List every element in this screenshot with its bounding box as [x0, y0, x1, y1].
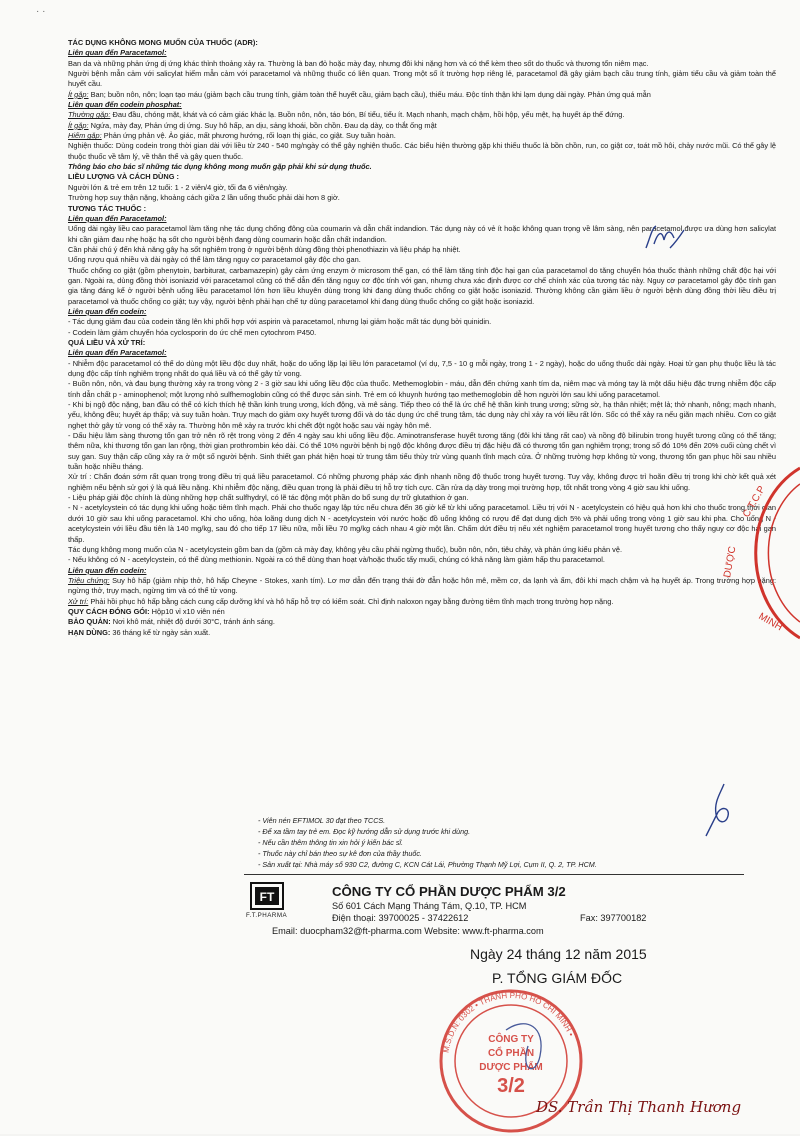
note-line: - Để xa tầm tay trẻ em. Đọc kỹ hướng dẫn sử dụng trước khi dùng. — [258, 827, 471, 836]
paragraph-label: Hiếm gặp: — [68, 131, 102, 141]
paragraph: - Codein làm giảm chuyển hóa cyclosporin do ức chế men cytochrom P450. — [68, 327, 317, 337]
paragraph: - Dấu hiệu lâm sàng thương tổn gan trở nên rõ rệt trong vòng 2 đến 4 ngày sau khi uống liều độc. Aminotransferase huyết tương tăng (đôi khi tăng rất cao) và nồng độ bilirubin trong huyết tương cũng có thể tăng; thêm nữa, khi thương tổn gan lan rộng, thời gian prothrombin kéo dài. Có thể 10% người bệnh bị ngộ độc không được điều trị đặc hiệu đã có thương tổn gan nghiêm trọng; trong số đó 10% đến 20% cuối cùng chết vì suy gan. Suy thận cấp cũng xảy ra ở một số người bệnh. Sinh thiết gan phát hiện hoại tử trung tâm tiểu thùy trừ vùng quanh tĩnh mạch cửa. Ở những trường hợp không tử vong, thương tổn gan phục hồi sau nhiều tuần hoặc nhiều tháng. — [68, 431, 776, 472]
initials-mark — [640, 218, 690, 258]
paragraph: Xử trí : Chẩn đoán sớm rất quan trọng trong điều trị quá liều paracetamol. Có những phương pháp xác định nhanh nồng độ thuốc trong huyết tương. Tuy vậy, không được trì hoãn điều trị trong khi chờ kết quả xét nghiệm nếu bệnh sử gợi ý là quá liều nặng. Khi nhiễm độc nặng, điều quan trọng là phải điều trị hỗ trợ tích cực. Cần rửa dạ dày trong mọi trường hợp, tốt nhất trong vòng 4 giờ sau khi uống. — [68, 472, 776, 492]
paragraph-text: Phải hồi phục hô hấp bằng cách cung cấp dưỡng khí và hô hấp hỗ trợ có kiểm soát. Chỉ định naloxon ngay bằng đường tiêm tĩnh mạch trong trường hợp nặng. — [88, 596, 614, 606]
note-line: - Nếu cần thêm thông tin xin hỏi ý kiến bác sĩ. — [258, 838, 404, 847]
labeled-paragraph — [68, 121, 776, 131]
company-name: CÔNG TY CỔ PHẦN DƯỢC PHẨM 3/2 — [332, 884, 566, 899]
paragraph: - Nhiễm độc paracetamol có thể do dùng một liều độc duy nhất, hoặc do uống lặp lại liều lớn paracetamol (ví dụ, 7,5 - 10 g mỗi ngày, trong 1 - 2 ngày), hoặc do uống thuốc dài ngày. Hoại tử gan phụ thuộc liều là tác dụng độc cấp tính nghiêm trọng nhất do quá liều và có thể gây tử vong. — [68, 358, 776, 378]
labeled-paragraph — [68, 576, 776, 597]
labeled-paragraph — [68, 607, 776, 617]
paragraph: - Tác dụng giảm đau của codein tăng lên khi phối hợp với aspirin và paracetamol, nhưng lại giảm hoặc mất tác dụng bởi quinidin. — [68, 317, 492, 327]
company-address: Số 601 Cách Mạng Tháng Tám, Q.10, TP. HCM — [332, 901, 527, 911]
notice-text: Thông báo cho bác sĩ những tác dụng không mong muốn gặp phải khi sử dụng thuốc. — [68, 162, 372, 172]
labeled-paragraph — [68, 617, 776, 627]
ft-pharma-logo-icon — [250, 882, 284, 910]
paragraph: Trường hợp suy thận nặng, khoảng cách giữa 2 lần uống thuốc phải dài hơn 8 giờ. — [68, 193, 340, 203]
partial-stamp-right — [718, 458, 800, 648]
logo-caption: F.T.PHARMA — [246, 912, 288, 919]
paragraph: Người lớn & trẻ em trên 12 tuổi: 1 - 2 viên/4 giờ, tối đa 6 viên/ngày. — [68, 182, 288, 192]
paragraph-text: Suy hô hấp (giảm nhịp thở, hô hấp Cheyne - Stokes, xanh tím). Lơ mơ dẫn đến trạng thái đờ đẫn hoặc hôn mê, mềm cơ, da lạnh và ẩm, đôi khi mạch chậm và hạ huyết áp. Trong trường hợp nặng: ngừng thở, trụy mạch, ngừng tim và có thể tử vong. — [68, 575, 777, 596]
subsection-heading: Liên quan đến codein: — [68, 565, 147, 575]
labeled-paragraph — [68, 628, 776, 638]
section-heading: TÁC DỤNG KHÔNG MONG MUỐN CỦA THUỐC (ADR): — [68, 38, 258, 47]
paragraph-text: Ban; buồn nôn, nôn; loạn tạo máu (giảm bạch cầu trung tính, giảm toàn thể huyết cầu, giảm bạch cầu), thiếu máu. Độc tính thận khi lạm dụng dài ngày. Phản ứng quá mẫn — [88, 89, 651, 99]
paragraph-label: Thường gặp: — [68, 110, 111, 120]
labeled-paragraph — [68, 131, 776, 141]
svg-text:DƯỢC PHẨM: DƯỢC PHẨM — [479, 1062, 543, 1073]
svg-text:M.S.D.N: 0302 • THÀNH PHỐ HỒ C: M.S.D.N: 0302 • THÀNH PHỐ HỒ CHÍ MINH • — [441, 990, 576, 1054]
signatory-name: DS. Trần Thị Thanh Hương — [536, 1098, 742, 1116]
svg-text:FT: FT — [259, 890, 275, 904]
paragraph: - Khi bị ngộ độc nặng, ban đầu có thể có kích thích hệ thần kinh trung ương, kích động, và mê sảng. Tiếp theo có thể là ức chế hệ thần kinh trung ương; sững sờ, hạ thân nhiệt; mệt lả; thở nhanh, nông; mạch nhanh, yếu, không đều; huyết áp thấp; và suy tuần hoàn. Trụy mạch do giảm oxy huyết tương đối và do tác dụng ức chế trung tâm, tác dụng này chỉ xảy ra với liều rất lớn. Sốc có thể xảy ra nếu giãn mạch nhiều. Cơn co giật nghẹt thở gây tử vong có thể xảy ra. Thường hôn mê xảy ra trước khi chết đột ngột hoặc sau vài ngày hôn mê. — [68, 400, 776, 430]
section-heading: LIỀU LƯỢNG VÀ CÁCH DÙNG : — [68, 172, 179, 182]
paragraph: - Buồn nôn, nôn, và đau bụng thường xảy ra trong vòng 2 - 3 giờ sau khi uống liều độc của thuốc. Methemoglobin - máu, dẫn đến chứng xanh tím da, niêm mạc và móng tay là một dấu hiệu đặc trưng nhiễm độc cấp tính dẫn chất p - aminophenol; một lượng nhỏ sulfhemoglobin cũng có thể được sản sinh. Trẻ em có khuynh hướng tạo methemoglobin dễ hơn người lớn sau khi uống paracetamol. — [68, 379, 776, 399]
paragraph-label: Xử trí: — [68, 596, 89, 606]
note-line: - Thuốc này chỉ bán theo sự kê đơn của thầy thuốc. — [258, 849, 422, 858]
paragraph-text: Ngứa, mày đay, Phản ứng dị ứng. Suy hô hấp, an dịu, sảng khoái, bồn chồn. Đau dạ dày, co thắt ống mật — [88, 120, 437, 130]
labeled-paragraph — [68, 597, 776, 607]
paragraph: Uống dài ngày liều cao paracetamol làm tăng nhẹ tác dụng chống đông của coumarin và dẫn chất indandion. Tác dụng này có vẻ ít hoặc không quan trọng về lâm sàng, nên paracetamol được ưa dùng hơn salicylat khi cần giảm đau nhẹ hoặc hạ sốt cho người bệnh đang dùng coumarin hoặc dẫn chất indandion. — [68, 224, 776, 244]
paragraph-label: QUY CÁCH ĐÓNG GÓI: — [68, 606, 150, 616]
company-email-website: Email: duocpham32@ft-pharma.com Website: www.ft-pharma.com — [272, 926, 544, 936]
paragraph-label: Triệu chứng: — [68, 575, 110, 585]
note-line: - Viên nén EFTIMOL 30 đạt theo TCCS. — [258, 816, 386, 825]
paragraph-text: Hộp10 vỉ x10 viên nén — [149, 606, 225, 616]
paragraph: Uống rượu quá nhiều và dài ngày có thể làm tăng nguy cơ paracetamol gây độc cho gan. — [68, 255, 361, 265]
svg-text:CÔNG TY: CÔNG TY — [488, 1034, 534, 1045]
company-fax: Fax: 397700182 — [580, 913, 647, 923]
svg-text:DƯỢC: DƯỢC — [722, 545, 739, 579]
paragraph-text: Nơi khô mát, nhiệt độ dưới 30°C, tránh ánh sáng. — [110, 617, 275, 627]
paragraph-label: BẢO QUẢN: — [68, 617, 111, 627]
paragraph-text: Phản ứng phản vệ. Ảo giác, mất phương hướng, rối loạn thị giác, co giật. Suy tuần hoàn. — [101, 131, 396, 141]
notes-block — [258, 815, 638, 870]
paragraph: Người bệnh mẫn cảm với salicylat hiếm mẫn cảm với paracetamol và những thuốc có liên quan. Trong một số ít trường hợp riêng lẻ, paracetamol đã gây giảm bạch cầu trung tính, giảm tiểu cầu và giảm toàn thể huyết cầu. — [68, 69, 776, 89]
subsection-heading: Liên quan đến codein: — [68, 306, 147, 316]
paragraph-label: Ít gặp: — [68, 89, 89, 99]
paragraph: Ban da và những phản ứng dị ứng khác thỉnh thoảng xảy ra. Thường là ban đỏ hoặc mày đay, nhưng đôi khi nặng hơn và có thể kèm theo sốt do thuốc và thương tổn niêm mạc. — [68, 58, 649, 68]
subsection-heading: Liên quan đến codein phosphat: — [68, 100, 182, 110]
footer-divider — [244, 874, 744, 875]
paragraph: - N - acetylcystein có tác dụng khi uống hoặc tiêm tĩnh mạch. Phải cho thuốc ngay lập tức nếu chưa đến 36 giờ kể từ khi uống paracetamol. Liều trị với N - acetylcystein có hiệu quả hơn khi cho thuốc trong thời gian dưới 10 giờ sau khi uống paracetamol. Khi cho uống, hòa loãng dung dịch N - acetylcystein với nước hoặc đồ uống không có rượu để đạt dung dịch 5% và phải uống trong vòng 1 giờ sau khi pha. Cho uống N - acetylcystein với liều đầu tiên là 140 mg/kg, sau đó cho tiếp 17 liều nữa, mỗi liều 70 mg/kg cách nhau 4 giờ một lần. Chấm dứt điều trị nếu xét nghiệm paracetamol trong huyết tương cho thấy nguy cơ độc hại gan thấp. — [68, 503, 776, 544]
paragraph: Tác dụng không mong muốn của N - acetylcystein gồm ban da (gồm cả mày đay, không yêu cầu phải ngừng thuốc), buồn nôn, nôn, tiêu chảy, và phản ứng kiểu phản vệ. — [68, 544, 622, 554]
subsection-heading: Liên quan đến Paracetamol: — [68, 213, 167, 223]
labeled-paragraph — [68, 110, 776, 120]
svg-text:C.T.C.P: C.T.C.P — [741, 484, 768, 520]
svg-text:3/2: 3/2 — [497, 1075, 525, 1097]
signature-role: P. TỔNG GIÁM ĐỐC — [492, 970, 623, 986]
svg-text:CỔ PHẦN: CỔ PHẦN — [487, 1048, 535, 1059]
handwritten-mark — [700, 780, 740, 840]
labeled-paragraph — [68, 90, 776, 100]
paragraph: Nghiện thuốc: Dùng codein trong thời gian dài với liều từ 240 - 540 mg/ngày có thể gây nghiện thuốc. Các biểu hiện thường gặp khi thiếu thuốc là bồn chồn, run, co giật cơ, toát mồ hôi, chảy nước mũi. Có thể gây lệ thuộc thuốc về tâm lý, về thân thể và gây quen thuốc. — [68, 141, 776, 161]
subsection-heading: Liên quan đến Paracetamol: — [68, 48, 167, 58]
paragraph: Cần phải chú ý đến khả năng gây hạ sốt nghiêm trọng ở người bệnh dùng đồng thời phenothiazin và liệu pháp hạ nhiệt. — [68, 244, 461, 254]
paragraph: - Liệu pháp giải độc chính là dùng những hợp chất sulfhydryl, có lẽ tác động một phần do bổ sung dự trữ glutathion ở gan. — [68, 493, 469, 503]
section-heading: QUÁ LIỀU VÀ XỬ TRÍ: — [68, 337, 146, 347]
svg-text:MINH: MINH — [756, 611, 785, 634]
corner-mark: · · — [36, 6, 46, 17]
subsection-heading: Liên quan đến Paracetamol: — [68, 348, 167, 358]
paragraph: - Nếu không có N - acetylcystein, có thể dùng methionin. Ngoài ra có thể dùng than hoạt và/hoặc thuốc tẩy muối, chúng có khả năng làm giảm hấp thu paracetamol. — [68, 555, 605, 565]
company-phone: Điện thoại: 39700025 - 37422612 — [332, 913, 469, 923]
paragraph-label: Ít gặp: — [68, 120, 89, 130]
paragraph: Thuốc chống co giật (gồm phenytoin, barbiturat, carbamazepin) gây cảm ứng enzym ở microsom thể gan, có thể làm tăng tính độc hại gan của paracetamol do tăng chuyển hóa thuốc thành những chất độc hại với gan. Ngoài ra, dùng đồng thời isoniazid với paracetamol cũng có thể dẫn đến tăng nguy cơ độc tính với gan, nhưng chưa xác định được cơ chế chính xác của tương tác này. Nguy cơ paracetamol gây độc tính gan gia tăng đáng kể ở người bệnh uống liều paracetamol lớn hơn liều khuyên dùng trong khi đang dùng thuốc chống co giật hoặc isoniazid. Thường không cần giảm liều ở người bệnh dùng đồng thời liều điều trị paracetamol và thuốc chống co giật; tuy vậy, người bệnh phải hạn chế tự dùng paracetamol khi đang dùng thuốc chống co giật hoặc isoniazid. — [68, 265, 776, 306]
signature-date: Ngày 24 tháng 12 năm 2015 — [470, 946, 647, 962]
paragraph-text: 36 tháng kể từ ngày sản xuất. — [110, 627, 211, 637]
section-heading: TƯƠNG TÁC THUỐC : — [68, 203, 147, 213]
leaflet-body — [68, 38, 776, 638]
paragraph-label: HẠN DÙNG: — [68, 627, 111, 637]
note-line: - Sản xuất tại: Nhà máy số 930 C2, đường C, KCN Cát Lái, Phường Thạnh Mỹ Lợi, Cụm II, Q. 2, TP. HCM. — [258, 860, 597, 869]
paragraph-text: Đau đầu, chóng mặt, khát và có cảm giác khác lạ. Buồn nôn, nôn, táo bón, Bí tiểu, tiểu ít. Mạch nhanh, mạch chậm, hồi hộp, yếu mệt, hạ huyết áp thế đứng. — [110, 110, 625, 120]
